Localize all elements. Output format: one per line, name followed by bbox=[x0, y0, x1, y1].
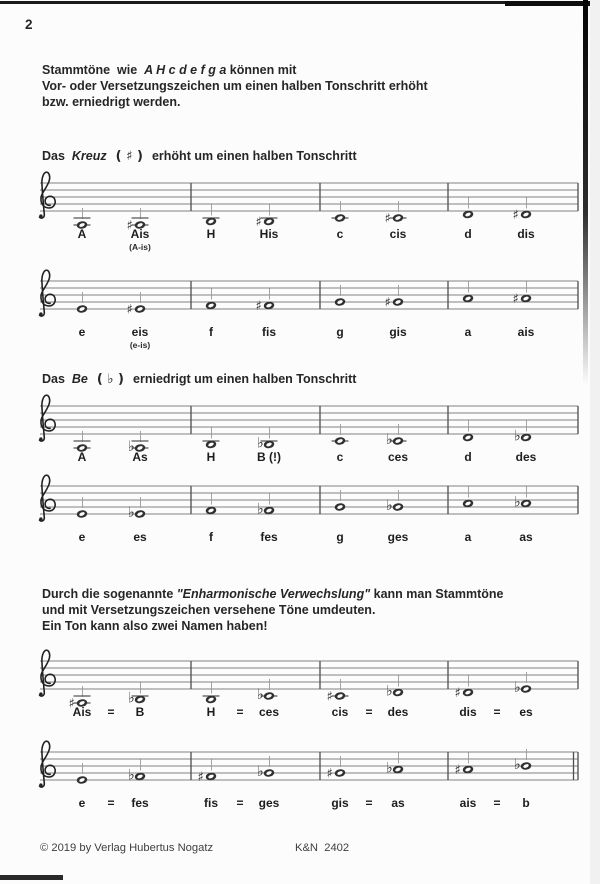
flat-icon: ♭ bbox=[514, 680, 521, 696]
flat-icon: ♭ bbox=[128, 690, 135, 707]
flat-icon: ♭ bbox=[386, 683, 393, 700]
note-label: eis bbox=[131, 325, 149, 339]
note-label: b bbox=[522, 796, 530, 810]
sharp-symbol: ( ♯ ) bbox=[106, 149, 152, 164]
sharp-icon: ♯ bbox=[255, 215, 262, 230]
intro-line-3: bzw. erniedrigt werden. bbox=[42, 95, 181, 109]
staff-flats-lower bbox=[0, 386, 600, 458]
note bbox=[327, 756, 346, 782]
note-label: e bbox=[78, 325, 86, 339]
note-label: Ais bbox=[72, 705, 92, 719]
staff-sharps-upper-svg bbox=[0, 261, 600, 333]
sharp-icon: ♯ bbox=[512, 292, 519, 307]
note bbox=[462, 282, 474, 303]
note-label: H bbox=[206, 705, 216, 719]
flat-symbol: ( ♭ ) bbox=[87, 372, 134, 387]
note bbox=[128, 497, 146, 521]
flat-icon: ♭ bbox=[386, 498, 393, 514]
sharp-icon: ♯ bbox=[255, 299, 262, 314]
sharp-icon: ♯ bbox=[384, 211, 391, 227]
staff-enharmonic-1 bbox=[0, 641, 600, 713]
note-label: dis bbox=[459, 705, 477, 719]
note-label: ges bbox=[387, 530, 409, 544]
equals-sign: = bbox=[493, 705, 501, 719]
equals-sign: = bbox=[236, 705, 244, 719]
note-label: des bbox=[515, 450, 537, 464]
note bbox=[462, 198, 474, 219]
flat-icon: ♭ bbox=[257, 687, 264, 703]
note-label: A bbox=[77, 450, 87, 464]
note-label: f bbox=[209, 325, 213, 339]
note bbox=[128, 683, 149, 707]
note bbox=[127, 292, 146, 318]
note-label: fes bbox=[260, 530, 278, 544]
note bbox=[205, 289, 217, 310]
note-sublabel: (A-is) bbox=[129, 242, 151, 252]
note bbox=[462, 487, 474, 508]
note-label: ais bbox=[459, 796, 477, 810]
note-label: as bbox=[391, 796, 405, 810]
sharp-icon: ♯ bbox=[126, 218, 133, 234]
flat-icon: ♭ bbox=[128, 505, 135, 521]
note-label: ces bbox=[387, 450, 409, 464]
sharp-icon: ♯ bbox=[512, 208, 519, 223]
note bbox=[256, 289, 275, 315]
note-label: fis bbox=[203, 796, 218, 810]
note bbox=[203, 205, 220, 226]
staff-enharmonic-1-labels bbox=[0, 705, 600, 735]
note-label: fes bbox=[131, 796, 149, 810]
note-label: Ais bbox=[130, 227, 150, 241]
flat-icon: ♭ bbox=[128, 767, 135, 784]
flat-icon: ♭ bbox=[128, 439, 135, 455]
note-label: ces bbox=[258, 705, 280, 719]
enharmonic-term: "Enharmonische Verwechslung" bbox=[176, 587, 371, 601]
staff-sharps-lower bbox=[0, 163, 600, 235]
equals-sign: = bbox=[107, 705, 115, 719]
note bbox=[257, 679, 278, 703]
note-label: B (!) bbox=[257, 450, 281, 464]
note bbox=[455, 753, 474, 779]
intro-paragraph bbox=[42, 62, 428, 110]
enharmonic-post: kann man Stammtöne bbox=[370, 587, 504, 601]
note-label: a bbox=[464, 325, 472, 339]
scan-artifact-bottom-left-edge bbox=[0, 875, 63, 880]
sharp-icon: ♯ bbox=[197, 770, 204, 785]
note-label: c bbox=[336, 450, 344, 464]
note bbox=[257, 756, 275, 780]
staff-flats-lower-svg bbox=[0, 386, 600, 458]
note-sublabel: (e-is) bbox=[129, 340, 151, 350]
staff-sharps-upper-labels bbox=[0, 325, 600, 355]
note bbox=[513, 198, 532, 224]
note-label: fis bbox=[261, 325, 276, 339]
note-label: As bbox=[132, 450, 148, 464]
note-label: B bbox=[135, 705, 145, 719]
staff-sharps-upper bbox=[0, 261, 600, 333]
note bbox=[203, 428, 220, 449]
sharp-heading-pre: Das bbox=[42, 149, 72, 163]
note-label: His bbox=[259, 227, 279, 241]
note-label: e bbox=[78, 530, 86, 544]
intro-pre: Stammtöne wie bbox=[42, 63, 145, 77]
note bbox=[386, 490, 404, 514]
note-label: g bbox=[336, 530, 344, 544]
flat-icon: ♭ bbox=[514, 757, 521, 773]
equals-sign: = bbox=[493, 796, 501, 810]
note bbox=[514, 421, 532, 445]
note bbox=[327, 679, 349, 705]
page-number: 2 bbox=[25, 17, 33, 32]
flat-icon: ♭ bbox=[386, 760, 393, 777]
enharmonic-paragraph bbox=[42, 586, 504, 634]
enharmonic-line-1 bbox=[42, 586, 504, 602]
sharp-icon: ♯ bbox=[454, 763, 461, 778]
note-label: cis bbox=[331, 705, 349, 719]
note bbox=[514, 672, 532, 696]
equals-sign: = bbox=[365, 796, 373, 810]
equals-sign: = bbox=[365, 705, 373, 719]
note-label: d bbox=[464, 227, 472, 241]
note bbox=[513, 282, 532, 308]
note-label: f bbox=[209, 530, 213, 544]
staff-flats-upper bbox=[0, 466, 600, 538]
note-label: as bbox=[519, 530, 533, 544]
staff-enharmonic-2-labels bbox=[0, 796, 600, 826]
sharp-icon: ♯ bbox=[326, 766, 333, 782]
staff-sharps-lower-svg bbox=[0, 163, 600, 235]
note bbox=[205, 494, 217, 515]
staff-enharmonic-2 bbox=[0, 732, 600, 804]
intro-line-2: Vor- oder Versetzungszeichen um einen halben Tonschritt erhöht bbox=[42, 79, 428, 93]
flat-icon: ♭ bbox=[257, 501, 264, 518]
note-label: a bbox=[464, 530, 472, 544]
note bbox=[203, 683, 220, 704]
note bbox=[455, 676, 474, 702]
staff-enharmonic-1-svg bbox=[0, 641, 600, 713]
footer-copyright: © 2019 by Verlag Hubertus Nogatz bbox=[40, 842, 214, 854]
flat-icon: ♭ bbox=[514, 428, 521, 445]
note-label: ais bbox=[517, 325, 535, 339]
note bbox=[386, 424, 407, 448]
sharp-icon: ♯ bbox=[326, 689, 333, 705]
footer-catalog: K&N 2402 bbox=[295, 842, 350, 854]
note bbox=[462, 421, 474, 442]
sharp-icon: ♯ bbox=[384, 295, 391, 311]
note bbox=[385, 285, 404, 311]
note bbox=[257, 428, 278, 452]
note-label: es bbox=[133, 530, 147, 544]
staff-enharmonic-2-svg bbox=[0, 732, 600, 804]
note-label: e bbox=[78, 796, 86, 810]
flat-heading-post: erniedrigt um einen halben Tonschritt bbox=[133, 372, 357, 386]
note-label: gis bbox=[331, 796, 349, 810]
note-label: es bbox=[519, 705, 533, 719]
note-label: c bbox=[336, 227, 344, 241]
note-label: gis bbox=[389, 325, 407, 339]
flat-icon: ♭ bbox=[257, 764, 264, 780]
stammtoene-list: A H c d e f g a bbox=[144, 63, 227, 77]
note-label: cis bbox=[389, 227, 407, 241]
flat-heading-pre: Das bbox=[42, 372, 72, 386]
note-label: g bbox=[336, 325, 344, 339]
staff-flats-upper-labels bbox=[0, 530, 600, 560]
note-label: des bbox=[387, 705, 409, 719]
flat-icon: ♭ bbox=[386, 432, 393, 448]
note-label: H bbox=[206, 227, 216, 241]
sharp-heading-post: erhöht um einen halben Tonschritt bbox=[151, 149, 357, 163]
note bbox=[386, 676, 404, 700]
sharp-icon: ♯ bbox=[454, 686, 461, 701]
enharmonic-pre: Durch die sogenannte bbox=[42, 587, 177, 601]
note-label: H bbox=[206, 450, 216, 464]
enharmonic-line-3: Ein Ton kann also zwei Namen haben! bbox=[42, 619, 268, 633]
note bbox=[514, 749, 532, 773]
intro-post: können mit bbox=[226, 63, 297, 77]
sharp-icon: ♯ bbox=[126, 302, 133, 318]
note bbox=[385, 201, 407, 227]
equals-sign: = bbox=[236, 796, 244, 810]
staff-sharps-lower-labels bbox=[0, 227, 600, 257]
note-label: ges bbox=[258, 796, 280, 810]
flat-icon: ♭ bbox=[257, 435, 264, 452]
staff-flats-upper-svg bbox=[0, 466, 600, 538]
note-label: d bbox=[464, 450, 472, 464]
flat-icon: ♭ bbox=[514, 494, 521, 511]
note-label: dis bbox=[517, 227, 535, 241]
sharp-term: Kreuz bbox=[71, 149, 107, 163]
note-label: A bbox=[77, 227, 87, 241]
intro-line-1 bbox=[42, 62, 428, 78]
note bbox=[198, 760, 217, 786]
equals-sign: = bbox=[107, 796, 115, 810]
flat-term: Be bbox=[71, 372, 88, 386]
sharp-icon: ♯ bbox=[68, 696, 75, 712]
enharmonic-line-2: und mit Versetzungszeichen versehene Töne umdeuten. bbox=[42, 603, 376, 617]
